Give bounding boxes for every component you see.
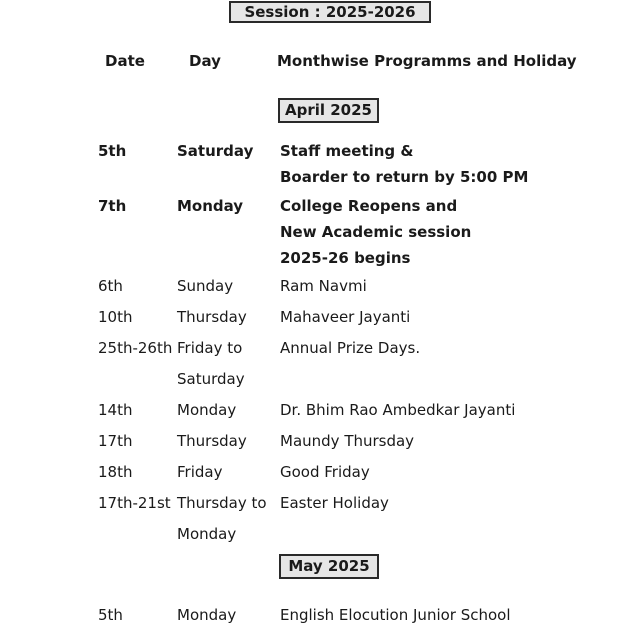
row-day: Saturday: [177, 142, 254, 160]
row-date: 18th: [98, 463, 133, 481]
row-program: Easter Holiday: [280, 494, 389, 512]
row-program: Staff meeting & Boarder to return by 5:00 PM: [280, 142, 529, 186]
row-program: Annual Prize Days.: [280, 339, 421, 357]
header-date: Date: [105, 52, 145, 70]
row-date: 25th-26th: [98, 339, 173, 357]
month-heading-april: April 2025: [278, 98, 379, 123]
row-program: College Reopens and New Academic session 2025-26 begins: [280, 197, 472, 267]
row-day: Sunday: [177, 277, 234, 295]
row-program: Ram Navmi: [280, 277, 367, 295]
row-day: Thursday: [177, 308, 247, 326]
row-day: Monday: [177, 197, 244, 215]
row-date: 17th-21st: [98, 494, 171, 512]
month-heading-may: May 2025: [279, 554, 379, 579]
session-title: Session : 2025-2026: [229, 1, 431, 23]
header-programs: Monthwise Programms and Holiday: [277, 52, 577, 70]
row-day: Monday: [177, 606, 237, 624]
row-date: 14th: [98, 401, 133, 419]
row-date: 10th: [98, 308, 133, 326]
row-day: Thursday to Monday: [177, 494, 267, 543]
row-date: 17th: [98, 432, 133, 450]
row-program: Dr. Bhim Rao Ambedkar Jayanti: [280, 401, 516, 419]
row-date: 5th: [98, 606, 123, 624]
row-day: Friday: [177, 463, 223, 481]
row-day: Thursday: [177, 432, 247, 450]
header-day: Day: [189, 52, 221, 70]
row-program: Mahaveer Jayanti: [280, 308, 411, 326]
row-day: Monday: [177, 401, 237, 419]
row-day: Friday to Saturday: [177, 339, 245, 388]
row-date: 7th: [98, 197, 127, 215]
row-program: Maundy Thursday: [280, 432, 415, 450]
row-program: English Elocution Junior School: [280, 606, 511, 624]
row-date: 5th: [98, 142, 127, 160]
row-date: 6th: [98, 277, 123, 295]
row-program: Good Friday: [280, 463, 370, 481]
